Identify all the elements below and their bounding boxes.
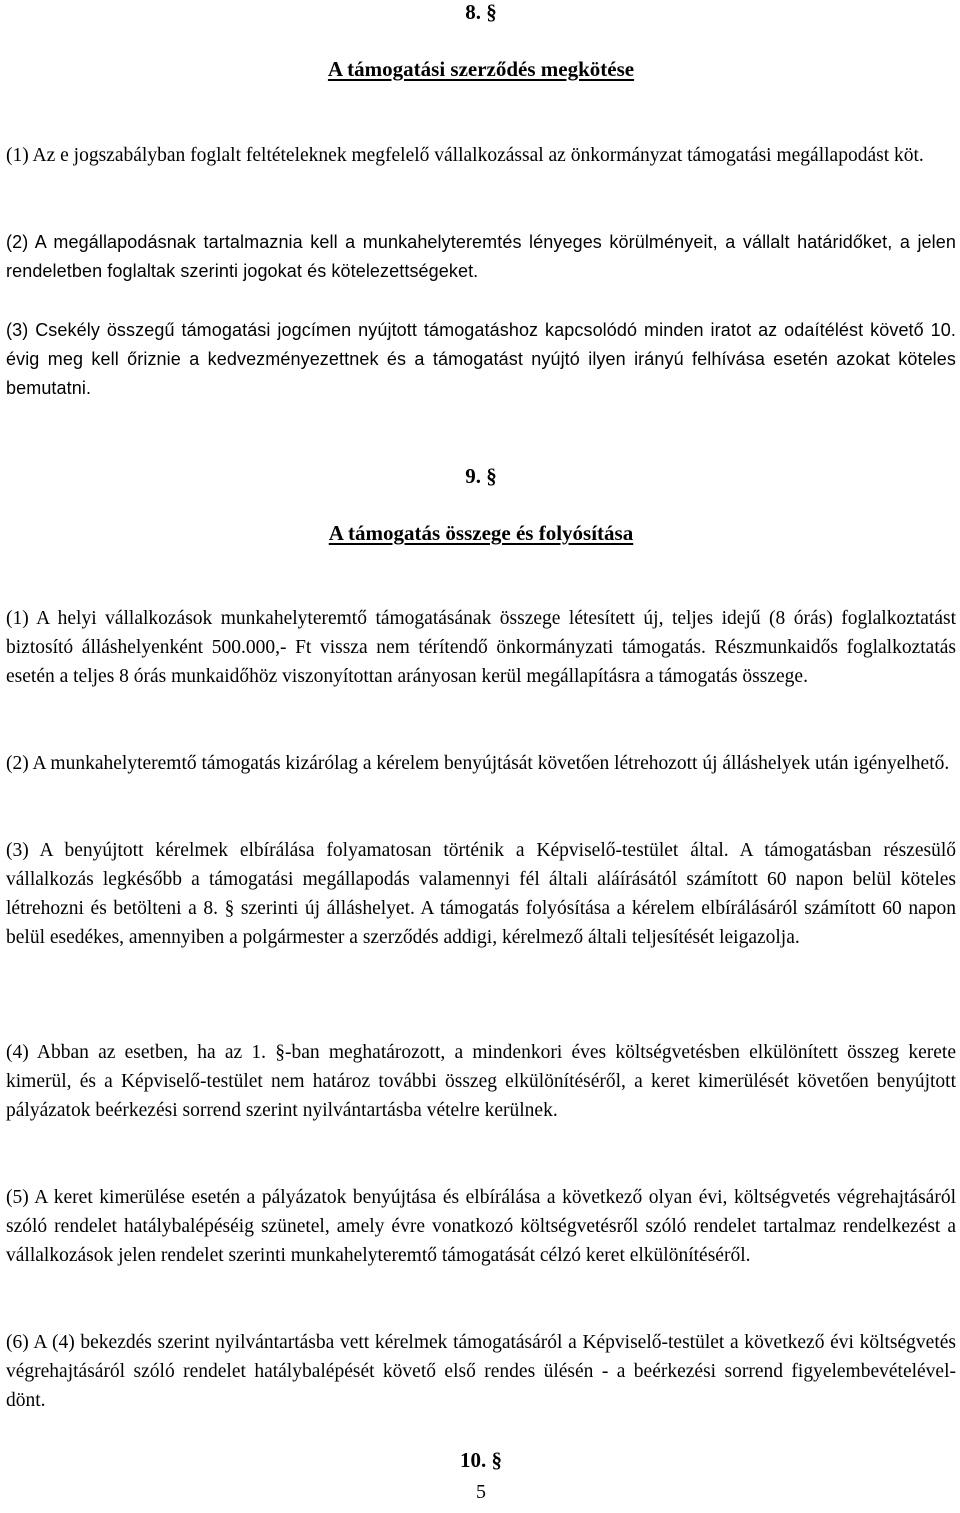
section-9-paragraph-1: (1) A helyi vállalkozások munkahelyteremtő támogatásának összege létesített új, teljes idejű (8 órás) foglalkoztatást biztosító álláshelyenként 500.000,- Ft vissza nem térítendő önkormányzati támogatás. Részmunkaidős foglalkoztatás esetén a teljes 8 órás munkaidőhöz viszonyítottan arányosan kerül megállapításra a támogatás összege.	[6, 608, 956, 687]
section-8-paragraph-2: (2) A megállapodásnak tartalmaznia kell a munkahelyteremtés lényeges körülményeit, a vállalt határidőket, a jelen rendeletben foglaltak szerinti jogokat és kötelezettségeket.	[6, 232, 956, 281]
section-8-number: 8. §	[465, 0, 497, 24]
section-8-title: A támogatási szerződés megkötése	[327, 57, 635, 81]
section-8-paragraph-1: (1) Az e jogszabályban foglalt feltételeknek megfelelő vállalkozással az önkormányzat támogatási megállapodást köt.	[6, 145, 924, 166]
section-9-paragraph-4: (4) Abban az esetben, ha az 1. §-ban meghatározott, a mindenkori éves költségvetésben elkülönített összeg kerete kimerül, és a Képviselő-testület nem határoz további összeg elkülönítéséről, a keret kimerülését követően benyújtott pályázatok beérkezési sorrend szerint nyilvántartásba vételre kerülnek.	[6, 1042, 956, 1121]
section-9-number: 9. §	[465, 464, 497, 488]
section-9-paragraph-2: (2) A munkahelyteremtő támogatás kizárólag a kérelem benyújtását követően létrehozott új álláshelyek után igényelhető.	[6, 753, 950, 774]
section-9-paragraph-6: (6) A (4) bekezdés szerint nyilvántartásba vett kérelmek támogatásáról a Képviselő-testület a következő évi költségvetés végrehajtásáról szóló rendelet hatálybalépését követő első rendes ülésén - a beérkezési sorrend figyelembevételével- dönt.	[6, 1332, 956, 1411]
section-10-number: 10. §	[460, 1448, 502, 1472]
section-9-title: A támogatás összege és folyósítása	[328, 521, 634, 545]
section-9-paragraph-3: (3) A benyújtott kérelmek elbírálása folyamatosan történik a Képviselő-testület által. A támogatásban részesülő vállalkozás legkésőbb a támogatási megállapodás valamennyi fél általi aláírásától számított 60 napon belül köteles létrehozni és betölteni a 8. § szerinti új álláshelyet. A támogatás folyósítása a kérelem elbírálásáról számított 60 napon belül esedékes, amennyiben a polgármester a szerződés addigi, kérelmező általi teljesítését leigazolja.	[6, 840, 956, 948]
section-9-paragraph-5: (5) A keret kimerülése esetén a pályázatok benyújtása és elbírálása a következő olyan évi, költségvetés végrehajtásáról szóló rendelet hatálybalépéséig szünetel, amely évre vonatkozó költségvetésről szóló rendelet tartalmaz rendelkezést a vállalkozások jelen rendelet szerinti munkahelyteremtő támogatását célzó keret elkülönítéséről.	[6, 1187, 956, 1266]
page-number: 5	[476, 1481, 486, 1503]
section-8-paragraph-3: (3) Csekély összegű támogatási jogcímen nyújtott támogatáshoz kapcsolódó minden iratot az odaítélést követő 10. évig meg kell őriznie a kedvezményezettnek és a támogatást nyújtó ilyen irányú felhívása esetén azokat köteles bemutatni.	[6, 320, 956, 398]
